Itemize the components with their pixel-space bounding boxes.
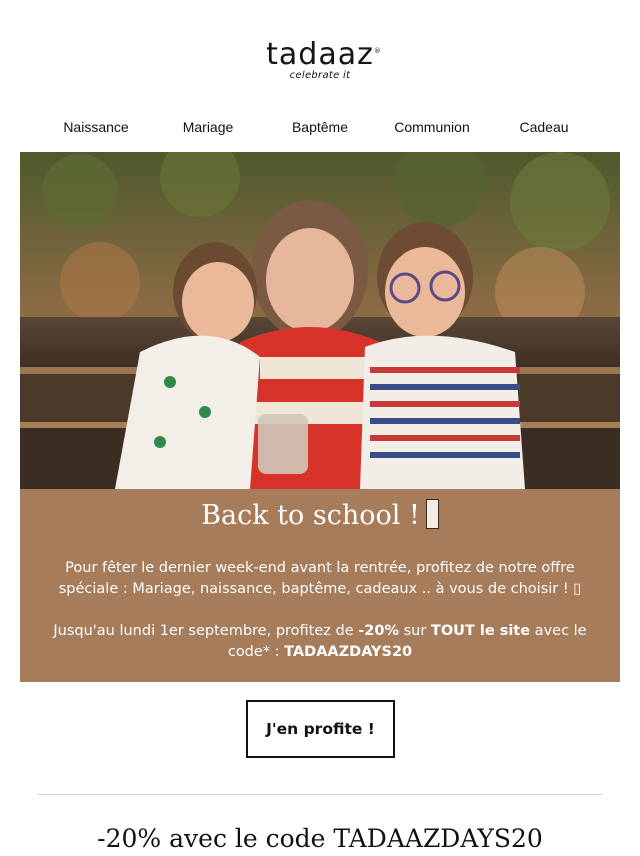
discount-value: -20% (358, 623, 399, 639)
cta-button[interactable]: J'en profite ! (246, 700, 395, 758)
nav-item-cadeau[interactable]: Cadeau (519, 119, 569, 135)
code-heading: -20% avec le code TADAAZDAYS20 (97, 824, 543, 853)
brand-logo[interactable] (0, 38, 640, 90)
promo-block (20, 489, 620, 682)
promo-text-2: Jusqu'au lundi 1er septembre, profitez de -20% sur TOUT le site avec le code* : TADAAZDAYS20 (53, 623, 587, 660)
discount-scope: TOUT le site (430, 623, 531, 639)
promo-code: TADAAZDAYS20 (284, 644, 413, 660)
divider (38, 794, 602, 795)
promo-title: Back to school ! (20, 499, 620, 533)
emoji-placeholder-icon: ▯ (573, 581, 582, 597)
nav-item-communion[interactable]: Communion (394, 119, 470, 135)
notebook-icon (426, 499, 439, 529)
family-photo-icon (20, 152, 620, 489)
registered-mark: ® (373, 47, 382, 55)
hero-image[interactable] (20, 152, 620, 489)
brand-wordmark: tadaaz ® (266, 38, 374, 72)
main-nav (40, 116, 600, 138)
nav-item-bapteme[interactable]: Baptême (291, 119, 349, 135)
nav-item-naissance[interactable]: Naissance (63, 119, 129, 135)
nav-item-mariage[interactable]: Mariage (182, 119, 234, 135)
brand-tagline: celebrate it (289, 70, 351, 81)
promo-text-1: Pour fêter le dernier week-end avant la rentrée, profitez de notre offre spéciale : Mariage, naissance, baptême, cadeaux .. à vous de choisir ! ▯ (58, 560, 582, 597)
